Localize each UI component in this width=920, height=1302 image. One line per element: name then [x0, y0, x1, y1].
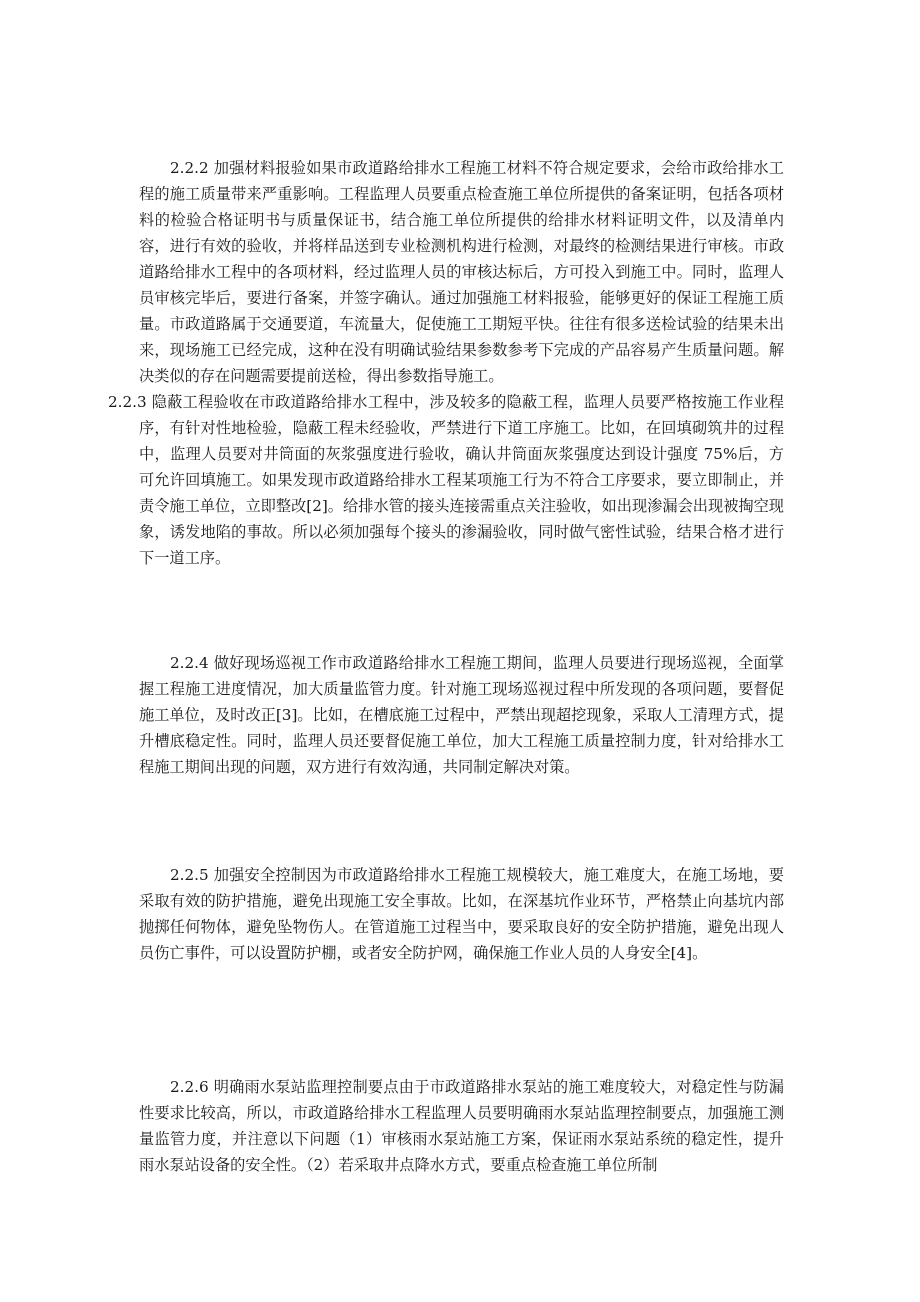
paragraph-2-2-3-text: 2.2.3 隐蔽工程验收在市政道路给排水工程中，涉及较多的隐蔽工程，监理人员要严格按施工作业程序，有针对性地检验，隐蔽工程未经验收，严禁进行下道工序施工。比如，在回填砌筑井的过程中，监理人员要对井筒面的灰浆强度进行验收，确认井筒面灰浆强度达到设计强度 75%后，方可允许回填施工。如果发现市政道路给排水工程某项施工行为不符合工序要求，要立即制止，并责令施工单位，立即整改[2]。给排水管的接头连接需重点关注验收，如出现渗漏会出现被掏空现象，诱发地陷的事故。所以必须加强每个接头的渗漏验收，同时做气密性试验，结果合格才进行下一道工序。 [108, 393, 784, 567]
paragraph-text: 2.2.2 加强材料报验如果市政道路给排水工程施工材料不符合规定要求，会给市政给排水工程的施工质量带来严重影响。工程监理人员要重点检查施工单位所提供的备案证明，包括各项材料的检验合格证明书与质量保证书，结合施工单位所提供的给排水材料证明文件，以及清单内容，进行有效的验收，并将样品送到专业检测机构进行检测，对最终的检测结果进行审核。市政道路给排水工程中的各项材料，经过监理人员的审核达标后，方可投入到施工中。同时，监理人员审核完毕后，要进行备案，并签字确认。通过加强施工材料报验，能够更好的保证工程施工质量。市政道路属于交通要道，车流量大，促使施工工期短平快。往往有很多送检试验的结果未出来，现场施工已经完成，这种在没有明确试验结果参数参考下完成的产品容易产生质量问题。解决类似的存在问题需要提前送检，得出参数指导施工。 [139, 159, 784, 385]
paragraph-2-2-6 [139, 1074, 784, 1178]
paragraph-2-2-2 [108, 155, 784, 571]
paragraph-2-2-4 [139, 650, 784, 780]
paragraph-text: 2.2.6 明确雨水泵站监理控制要点由于市政道路排水泵站的施工难度较大，对稳定性与防漏性要求比较高，所以，市政道路给排水工程监理人员要明确雨水泵站监理控制要点，加强施工测量监管力度，并注意以下问题（1）审核雨水泵站施工方案，保证雨水泵站系统的稳定性，提升雨水泵站设备的安全性。（2）若采取井点降水方式，要重点检查施工单位所制 [139, 1078, 784, 1174]
paragraph-2-2-5 [139, 862, 784, 966]
paragraph-text: 2.2.4 做好现场巡视工作市政道路给排水工程施工期间，监理人员要进行现场巡视，全面掌握工程施工进度情况，加大质量监管力度。针对施工现场巡视过程中所发现的各项问题，要督促施工单位，及时改正[3]。比如，在槽底施工过程中，严禁出现超挖现象，采取人工清理方式，提升槽底稳定性。同时，监理人员还要督促施工单位，加大工程施工质量控制力度，针对给排水工程施工期间出现的问题，双方进行有效沟通，共同制定解决对策。 [139, 654, 784, 776]
paragraph-text: 2.2.5 加强安全控制因为市政道路给排水工程施工规模较大，施工难度大，在施工场地，要采取有效的防护措施，避免出现施工安全事故。比如，在深基坑作业环节，严格禁止向基坑内部抛掷任何物体，避免坠物伤人。在管道施工过程当中，要采取良好的安全防护措施，避免出现人员伤亡事件，可以设置防护棚，或者安全防护网，确保施工作业人员的人身安全[4]。 [139, 866, 784, 962]
